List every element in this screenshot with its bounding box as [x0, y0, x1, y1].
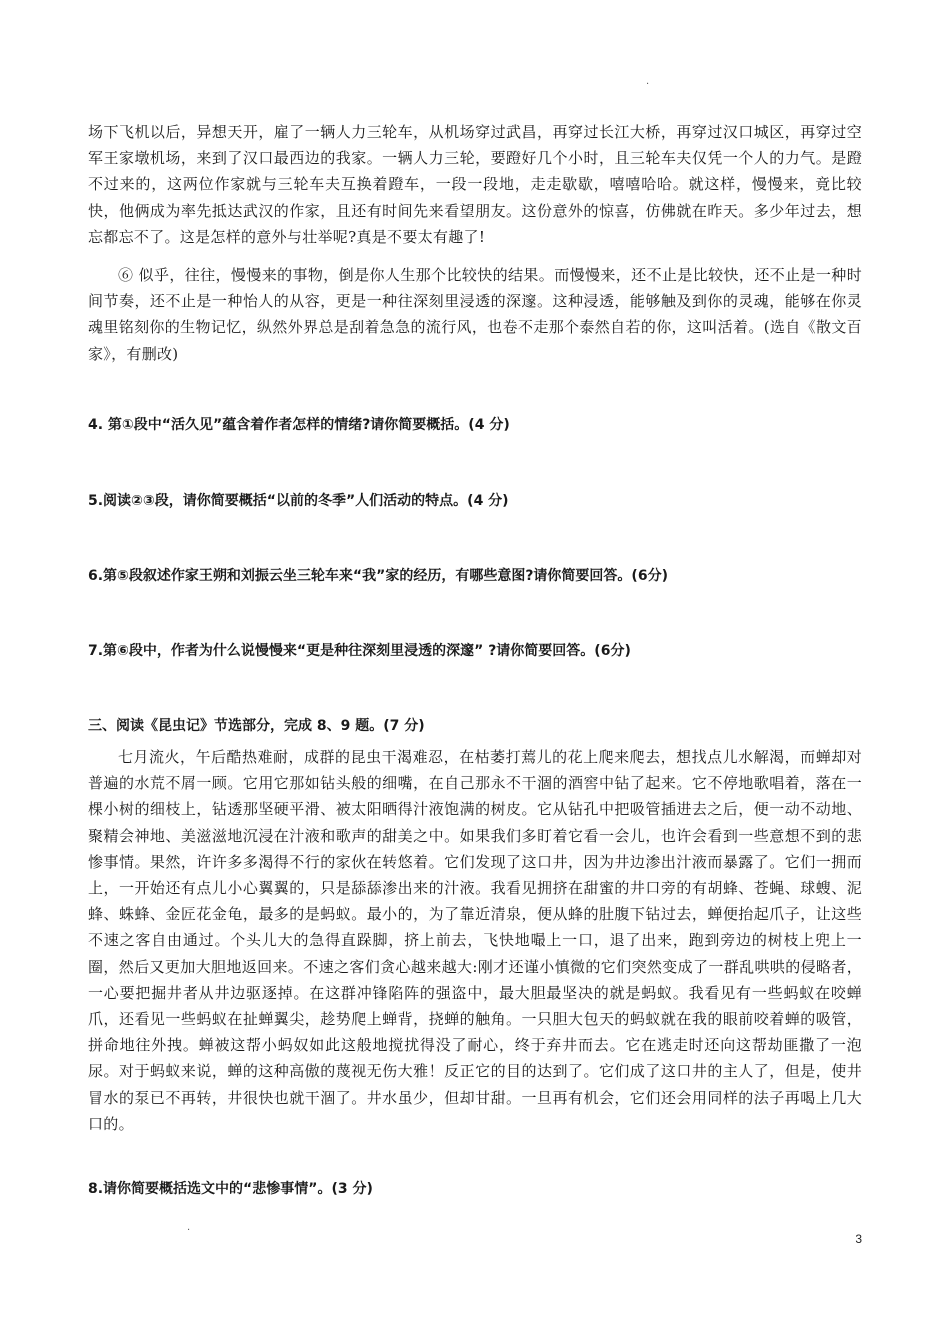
question-6: 6.第⑤段叙述作家王朔和刘振云坐三轮车来“我”家的经历，有哪些意图?请你简要回答。(6分) — [88, 568, 668, 584]
question-8: 8.请你简要概括选文中的“悲惨事情”。(3 分) — [88, 1181, 373, 1197]
passage-paragraph-5-continued: 场下飞机以后，异想天开，雇了一辆人力三轮车，从机场穿过武昌，再穿过长江大桥，再穿过汉口城区，再穿过空军王家墩机场，来到了汉口最西边的我家。一辆人力三轮，要蹬好几个小时，且三轮车夫仅凭一个人的力气。是蹬不过来的，这两位作家就与三轮车夫互换着蹬车，一段一段地，走走歇歇，嘻嘻哈哈。就这样，慢慢来，竟比较快，他俩成为率先抵达武汉的作家，且还有时间先来看望朋友。这份意外的惊喜，仿佛就在昨天。多少年过去，想忘都忘不了。这是怎样的意外与壮举呢?真是不要太有趣了! — [88, 123, 862, 246]
header-mark: . — [646, 76, 650, 87]
page-number: 3 — [855, 1232, 862, 1246]
question-5: 5.阅读②③段，请你简要概括“以前的冬季”人们活动的特点。(4 分) — [88, 493, 509, 509]
section-3-title: 三、阅读《昆虫记》节选部分，完成 8、9 题。(7 分) — [88, 718, 425, 734]
section-3-passage: 七月流火，午后酷热难耐，成群的昆虫干渴难忍，在枯萎打蔫儿的花上爬来爬去，想找点儿水解渴，而蝉却对普遍的水荒不屑一顾。它用它那如钻头般的细嘴，在自己那永不干涸的酒窖中钻了起来。它不停地歌唱着，落在一棵小树的细枝上，钻透那坚硬平滑、被太阳晒得汁液饱满的树皮。它从钻孔中把吸管插进去之后，便一动不动地、聚精会神地、美滋滋地沉浸在汁液和歌声的甜美之中。如果我们多盯着它看一会儿，也许会看到一些意想不到的悲惨事情。果然，许许多多渴得不行的家伙在转悠着。它们发现了这口井，因为井边渗出汁液而暴露了。它们一拥而上，一开始还有点儿小心翼翼的，只是舔舔渗出来的汁液。我看见拥挤在甜蜜的井口旁的有胡蜂、苍蝇、球螋、泥蜂、蛛蜂、金匠花金龟，最多的是蚂蚁。最小的，为了靠近清泉，便从蜂的肚腹下钻过去，蝉便抬起爪子，让这些不速之客自由通过。个头儿大的急得直跺脚，挤上前去，飞快地嘬上一口，退了出来，跑到旁边的树枝上兜上一圈，然后又更加大胆地返回来。不速之客们贪心越来越大:刚才还谨小慎微的它们突然变成了一群乱哄哄的侵略者，一心要把掘井者从井边驱逐掉。在这群冲锋陷阵的强盗中，最大胆最坚决的就是蚂蚁。我看见有一些蚂蚁在咬蝉爪，还看见一些蚂蚁在扯蝉翼尖，趁势爬上蝉背，挠蝉的触角。一只胆大包天的蚂蚁就在我的眼前咬着蝉的吸管，拼命地往外拽。蝉被这帮小蚂奴如此这般地搅扰得没了耐心，终于弃井而去。它在逃走时还向这帮劫匪撒了一泡尿。对于蚂蚁来说，蝉的这种高傲的蔑视无伤大雅！反正它的目的达到了。它们成了这口井的主人了，但是，使井冒水的泵已不再转，井很快也就干涸了。井水虽少，但却甘甜。一旦再有机会，它们还会用同样的法子再喝上几大口的。 — [88, 748, 862, 1133]
question-7: 7.第⑥段中，作者为什么说慢慢来“更是种往深刻里浸透的深邃” ?请你简要回答。(6分) — [88, 643, 631, 659]
question-4: 4. 第①段中“活久见”蕴含着作者怎样的情绪?请你简要概括。(4 分) — [88, 417, 510, 433]
passage-paragraph-6: ⑥ 似乎，往往，慢慢来的事物，倒是你人生那个比较快的结果。而慢慢来，还不止是比较快，还不止是一种时间节奏，还不止是一种怡人的从容，更是一种往深刻里浸透的深邃。这种浸透，能够触及到你的灵魂，能够在你灵魂里铭刻你的生物记忆，纵然外界总是刮着急急的流行风，也卷不走那个泰然自若的你，这叫活着。(选自《散文百家》，有删改) — [88, 266, 862, 363]
footer-mark: . — [187, 1222, 191, 1233]
